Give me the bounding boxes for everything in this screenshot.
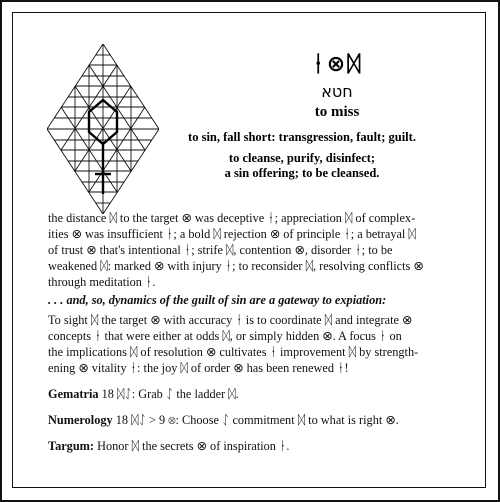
numerology-text: 18 ᛞᛇ > 9 ⊗: Choose ᛇ commitment ᛞ to what is right ⊗. [112,413,399,427]
text-line: the distance ᛞ to the target ⊗ was deceptive ᚽ; appreciation ᛞ of complex- [48,211,416,225]
targum-line [48,438,460,454]
headword: to miss [314,104,360,120]
gloss-secondary-a: to cleanse, purify, disinfect; [228,151,376,165]
glyph-word: ᚽ⊗ᛞ [311,52,363,77]
gloss-primary: to sin, fall short: transgression, fault; guilt. [188,130,416,144]
transition-line: . . . and, so, dynamics of the guilt of sin are a gateway to expiation: [48,293,387,307]
gematria-label: Gematria [48,387,99,401]
paragraph-sight [48,312,460,376]
numerology-label: Numerology [48,413,113,427]
text-line: the implications ᛞ of resolution ⊗ cultivates ᚽ improvement ᛞ by strength- [48,345,419,359]
diamond-lattice-figure [47,44,159,214]
gloss-secondary-b: a sin offering; to be cleansed. [224,166,380,180]
targum-label: Targum: [48,439,95,453]
text-line: of trust ⊗ that's intentional ᚽ; strife ᛞ, contention ⊗, disorder ᚽ; to be [48,243,393,257]
text-line: concepts ᚽ that were either at odds ᛞ, or simply hidden ⊗. A focus ᚽ on [48,329,402,343]
targum-text: Honor ᛞ the secrets ⊗ of inspiration ᚽ. [94,439,290,453]
text-line: weakened ᛞ: marked ⊗ with injury ᚽ; to reconsider ᛞ, resolving conflicts ⊗ [48,259,424,273]
text-line: To sight ᛞ the target ⊗ with accuracy ᚽ is to coordinate ᛞ and integrate ⊗ [48,313,413,327]
text-line: ening ⊗ vitality ᚽ: the joy ᛞ of order ⊗ has been renewed ᚽ! [48,361,349,375]
text-line: through meditation ᚽ. [48,275,156,289]
hebrew-root: חטא [321,82,353,101]
text-line: ities ⊗ was insufficient ᚽ; a bold ᛞ rejection ⊗ of principle ᚽ; a betrayal ᛞ [48,227,416,241]
paragraph-distance [48,210,460,290]
gematria-text: 18 ᛞᛇ: Grab ᛇ the ladder ᛞ. [98,387,239,401]
gematria-line [48,386,460,402]
numerology-line [48,412,460,428]
